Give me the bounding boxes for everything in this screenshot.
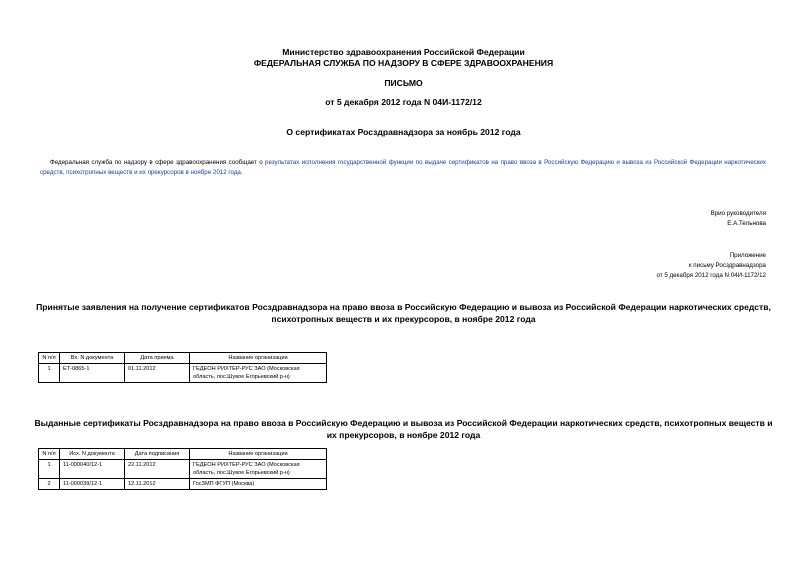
cell-organization: ГЕДЕОН РИХТЕР-РУС ЗАО (Московская область, пос.Шувое Егорьевский р-н) [190,364,327,383]
issued-certificates-table [38,448,327,490]
cell-organization: ГЕДЕОН РИХТЕР-РУС ЗАО (Московская область, пос.Шувое Егорьевский р-н) [190,460,327,479]
cell-number: 1 [39,460,60,479]
col-number: N п/п [39,449,60,460]
results-link[interactable]: результатах исполнения государственной функции по выдаче сертификатов на право ввоза в Российскую Федерацию и вывоза из Российской Федерации наркотических средств, психотропных веществ и их прекурсоров в ноябре 2012 года [40,159,766,176]
document-subject: О сертификатах Росздравнадзора за ноябрь 2012 года [286,127,521,137]
cell-date: 22.11.2012 [125,460,190,479]
col-incoming-number: Вх. N документа [60,353,125,364]
letter-body [40,158,766,178]
col-organization: Название организации [190,353,327,364]
received-applications-title: Принятые заявления на получение сертификатов Росздравнадзора на право ввоза в Российскую Федерацию и вывоза из Российской Федерации наркотических средств, психотропных веществ и их прекурсоров, в ноябре 2012 года [36,302,771,324]
table-row [39,479,327,490]
letter-tail: . [240,169,243,176]
appendix-label: Приложение [729,252,766,259]
cell-outgoing-number: 11-000040/12-1 [60,460,125,479]
document-date: от 5 декабря 2012 года N 04И-1172/12 [325,97,482,107]
received-applications-table [38,352,327,383]
cell-organization: ГосЗМП ФГУП (Москва) [190,479,327,490]
table-row [39,364,327,383]
col-outgoing-number: Исх. N документа [60,449,125,460]
cell-date: 01.11.2012 [125,364,190,383]
col-organization: Название организации [190,449,327,460]
col-date-received: Дата приема [125,353,190,364]
cell-number: 2 [39,479,60,490]
signatory-title: Врио руководителя [710,210,766,217]
cell-incoming-number: ЕТ-0865-1 [60,364,125,383]
ministry-name: Министерство здравоохранения Российской Федерации [282,47,525,57]
appendix-reference: к письму Росздравнадзора [688,262,766,269]
cell-outgoing-number: 11-000039/12-1 [60,479,125,490]
cell-date: 12.11.2012 [125,479,190,490]
col-date-signed: Дата подписания [125,449,190,460]
table-header-row [39,353,327,364]
cell-number: 1 [39,364,60,383]
appendix-date: от 5 декабря 2012 года N 04И-1172/12 [656,272,766,279]
letter-lead: Федеральная служба по надзору в сфере здравоохранения сообщает о [50,159,266,166]
service-name: ФЕДЕРАЛЬНАЯ СЛУЖБА ПО НАДЗОРУ В СФЕРЕ ЗДРАВООХРАНЕНИЯ [253,58,554,68]
table-row [39,460,327,479]
document-type: ПИСЬМО [384,78,423,88]
table-header-row [39,449,327,460]
signatory-name: Е.А.Тельнова [727,220,766,227]
col-number: N п/п [39,353,60,364]
issued-certificates-title: Выданные сертификаты Росздравнадзора на право ввоза в Российскую Федерацию и вывоза из Российской Федерации наркотических средств, психотропных веществ и их прекурсоров, в ноябре 2012 года [34,418,773,440]
